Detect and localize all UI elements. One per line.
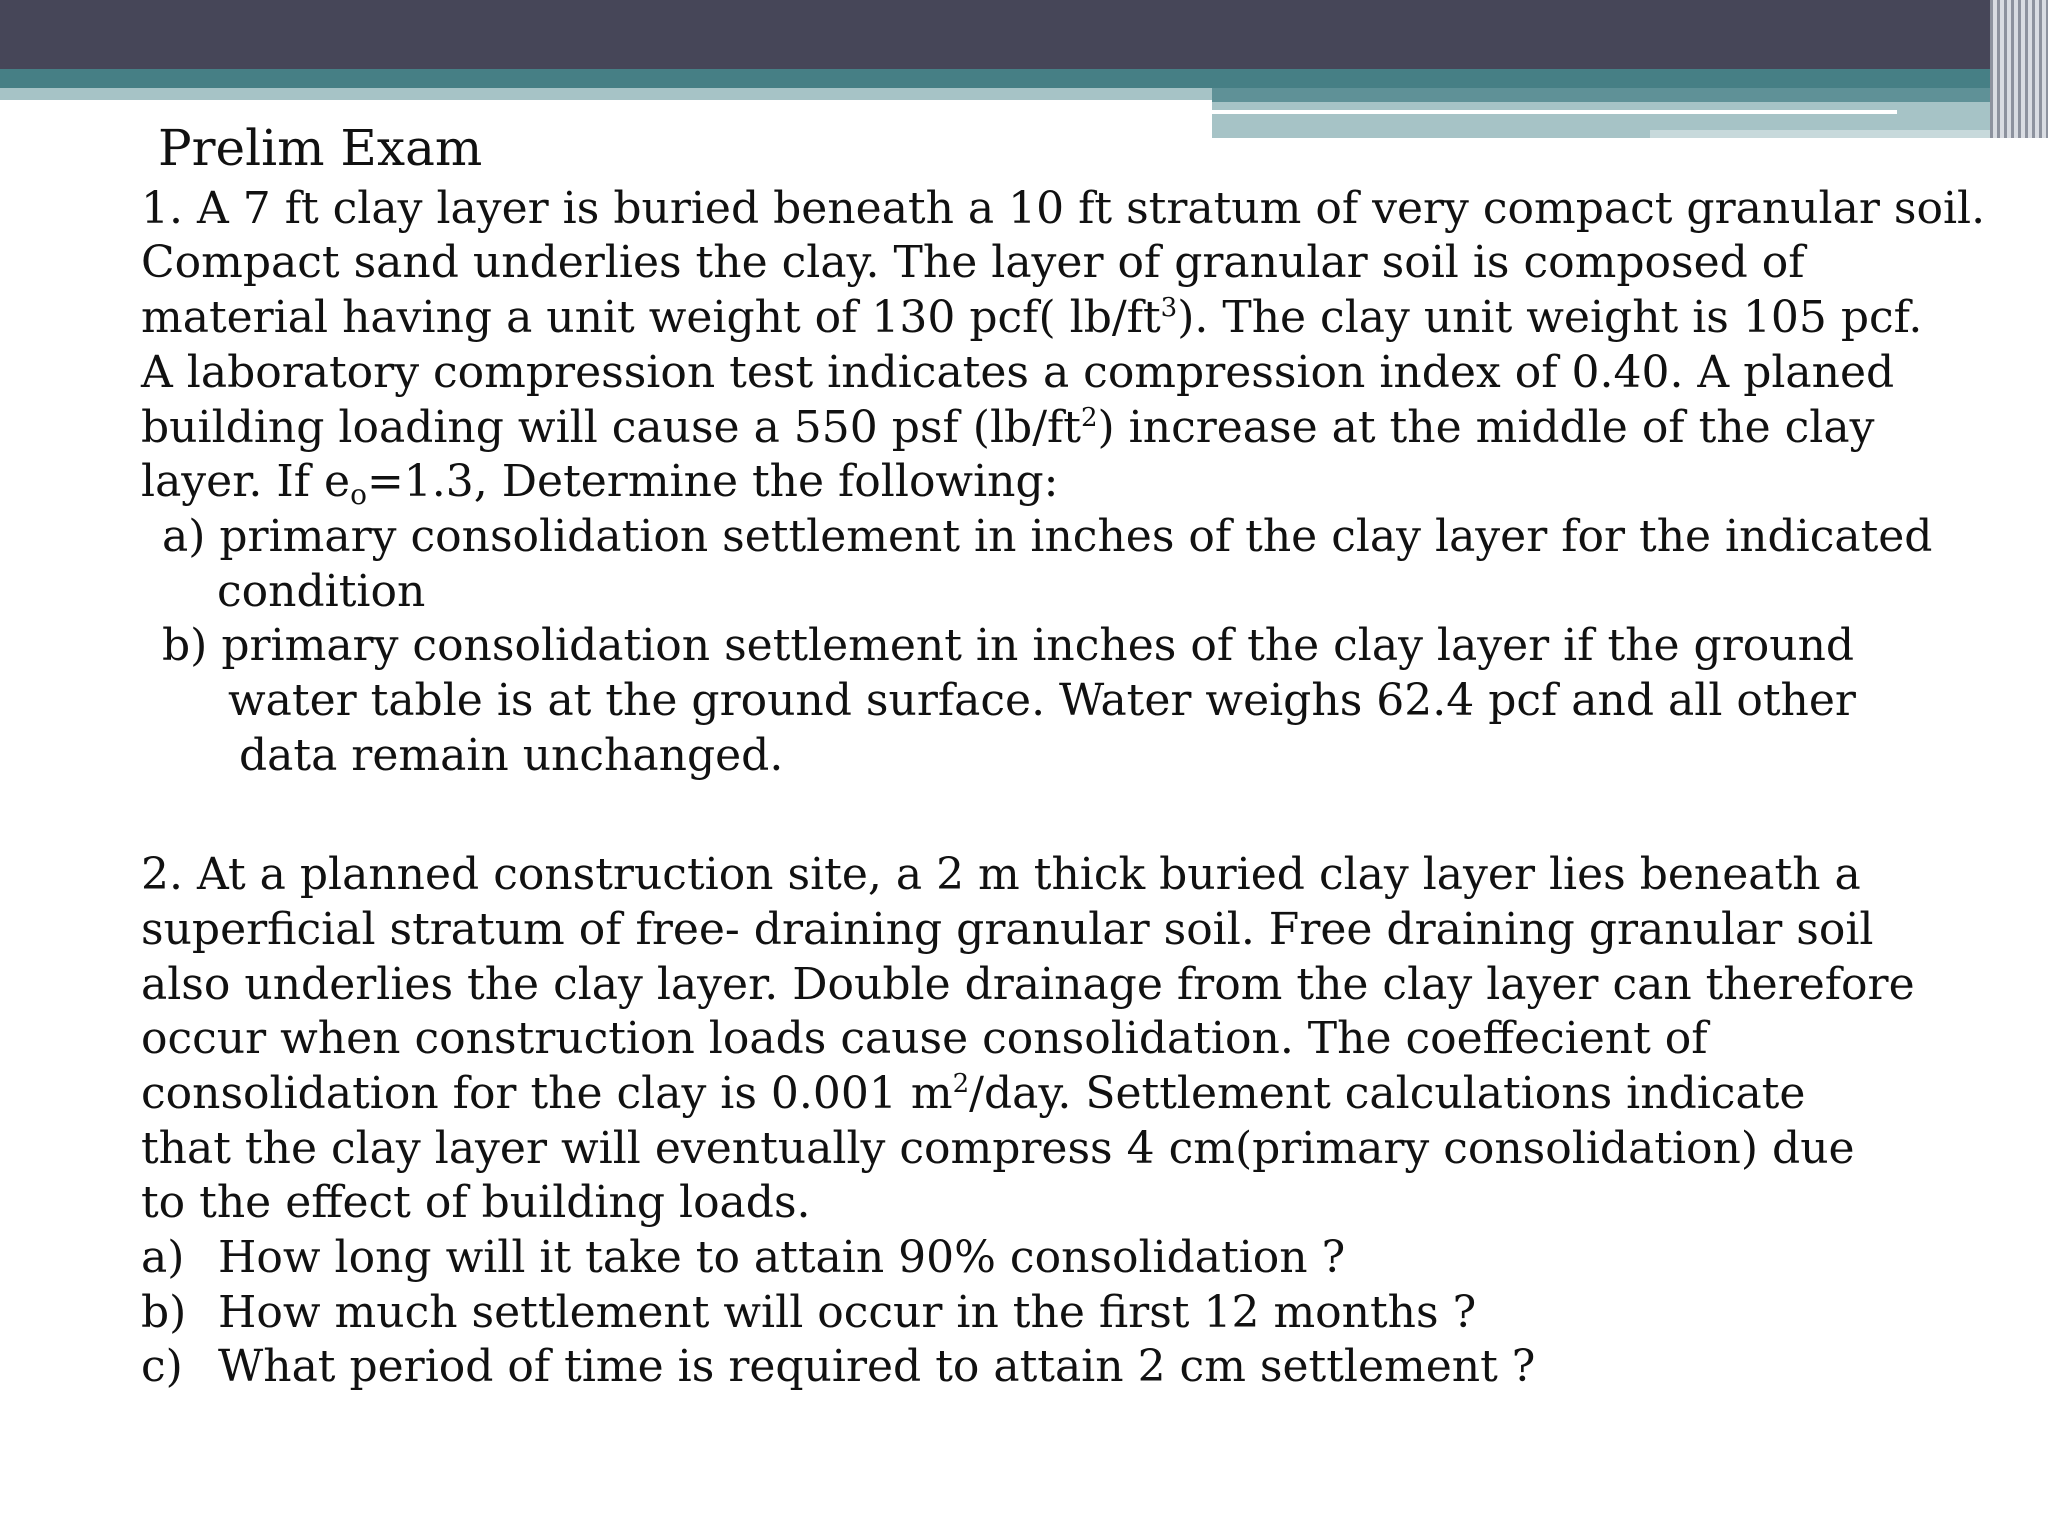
- problem2-question-a: [141, 1231, 1346, 1285]
- question-label: b): [141, 1287, 187, 1338]
- question-text: How long will it take to attain 90% consolidation ?: [218, 1232, 1346, 1283]
- problem1-line-1: 1. A 7 ft clay layer is buried beneath a 10 ft stratum of very compact granular soil.: [141, 183, 1986, 234]
- problem2-line-4: occur when construction loads cause consolidation. The coeffecient of: [141, 1013, 1708, 1064]
- superscript-2: 2: [1080, 403, 1098, 433]
- question-text: What period of time is required to attain 2 cm settlement ?: [218, 1341, 1536, 1392]
- problem1-line-4: A laboratory compression test indicates a compression index of 0.40. A planed: [141, 347, 1895, 398]
- page-title: Prelim Exam: [158, 119, 483, 177]
- problem1-part-b-line-3: data remain unchanged.: [239, 730, 784, 781]
- problem1-part-b-line-2: water table is at the ground surface. Water weighs 62.4 pcf and all other: [228, 675, 1856, 726]
- superscript-2: 2: [952, 1069, 970, 1099]
- subscript-o: o: [350, 478, 367, 511]
- problem1-line-2: Compact sand underlies the clay. The layer of granular soil is composed of: [141, 237, 1805, 288]
- problem2-line-5: [141, 1067, 1805, 1121]
- superscript-3: 3: [1160, 293, 1178, 323]
- problem2-question-b: [141, 1286, 1477, 1340]
- problem2-line-2: superficial stratum of free- draining granular soil. Free draining granular soil: [141, 904, 1874, 955]
- problem2-line-7: to the effect of building loads.: [141, 1177, 811, 1228]
- problem2-line-5-a: consolidation for the clay is 0.001 m: [141, 1068, 953, 1119]
- problem1-line-6: [141, 455, 1059, 509]
- problem2-line-6: that the clay layer will eventually compress 4 cm(primary consolidation) due: [141, 1123, 1855, 1174]
- question-text: How much settlement will occur in the first 12 months ?: [218, 1287, 1477, 1338]
- problem2-line-3: also underlies the clay layer. Double drainage from the clay layer can therefore: [141, 959, 1915, 1010]
- problem2-question-c: [141, 1340, 1536, 1394]
- problem1-line-3-b: ). The clay unit weight is 105 pcf.: [1177, 292, 1923, 343]
- question-label: a): [141, 1232, 185, 1283]
- problem1-line-3-a: material having a unit weight of 130 pcf( lb/ft: [141, 292, 1161, 343]
- question-label: c): [141, 1341, 183, 1392]
- problem1-line-5-b: ) increase at the middle of the clay: [1097, 402, 1875, 453]
- problem1-part-b-line-1: b) primary consolidation settlement in inches of the clay layer if the ground: [162, 620, 1855, 671]
- problem1-part-a-line-1: a) primary consolidation settlement in inches of the clay layer for the indicated: [162, 511, 1933, 562]
- problem1-line-6-b: =1.3, Determine the following:: [366, 456, 1059, 507]
- problem1-line-6-a: layer. If e: [141, 456, 351, 507]
- problem2-line-1: 2. At a planned construction site, a 2 m thick buried clay layer lies beneath a: [141, 849, 1861, 900]
- problem1-part-a-line-2: condition: [217, 566, 426, 617]
- problem2-line-5-b: /day. Settlement calculations indicate: [969, 1068, 1806, 1119]
- problem1-line-3: [141, 291, 1922, 345]
- problem1-line-5-a: building loading will cause a 550 psf (lb/ft: [141, 402, 1081, 453]
- problem1-line-5: [141, 401, 1874, 455]
